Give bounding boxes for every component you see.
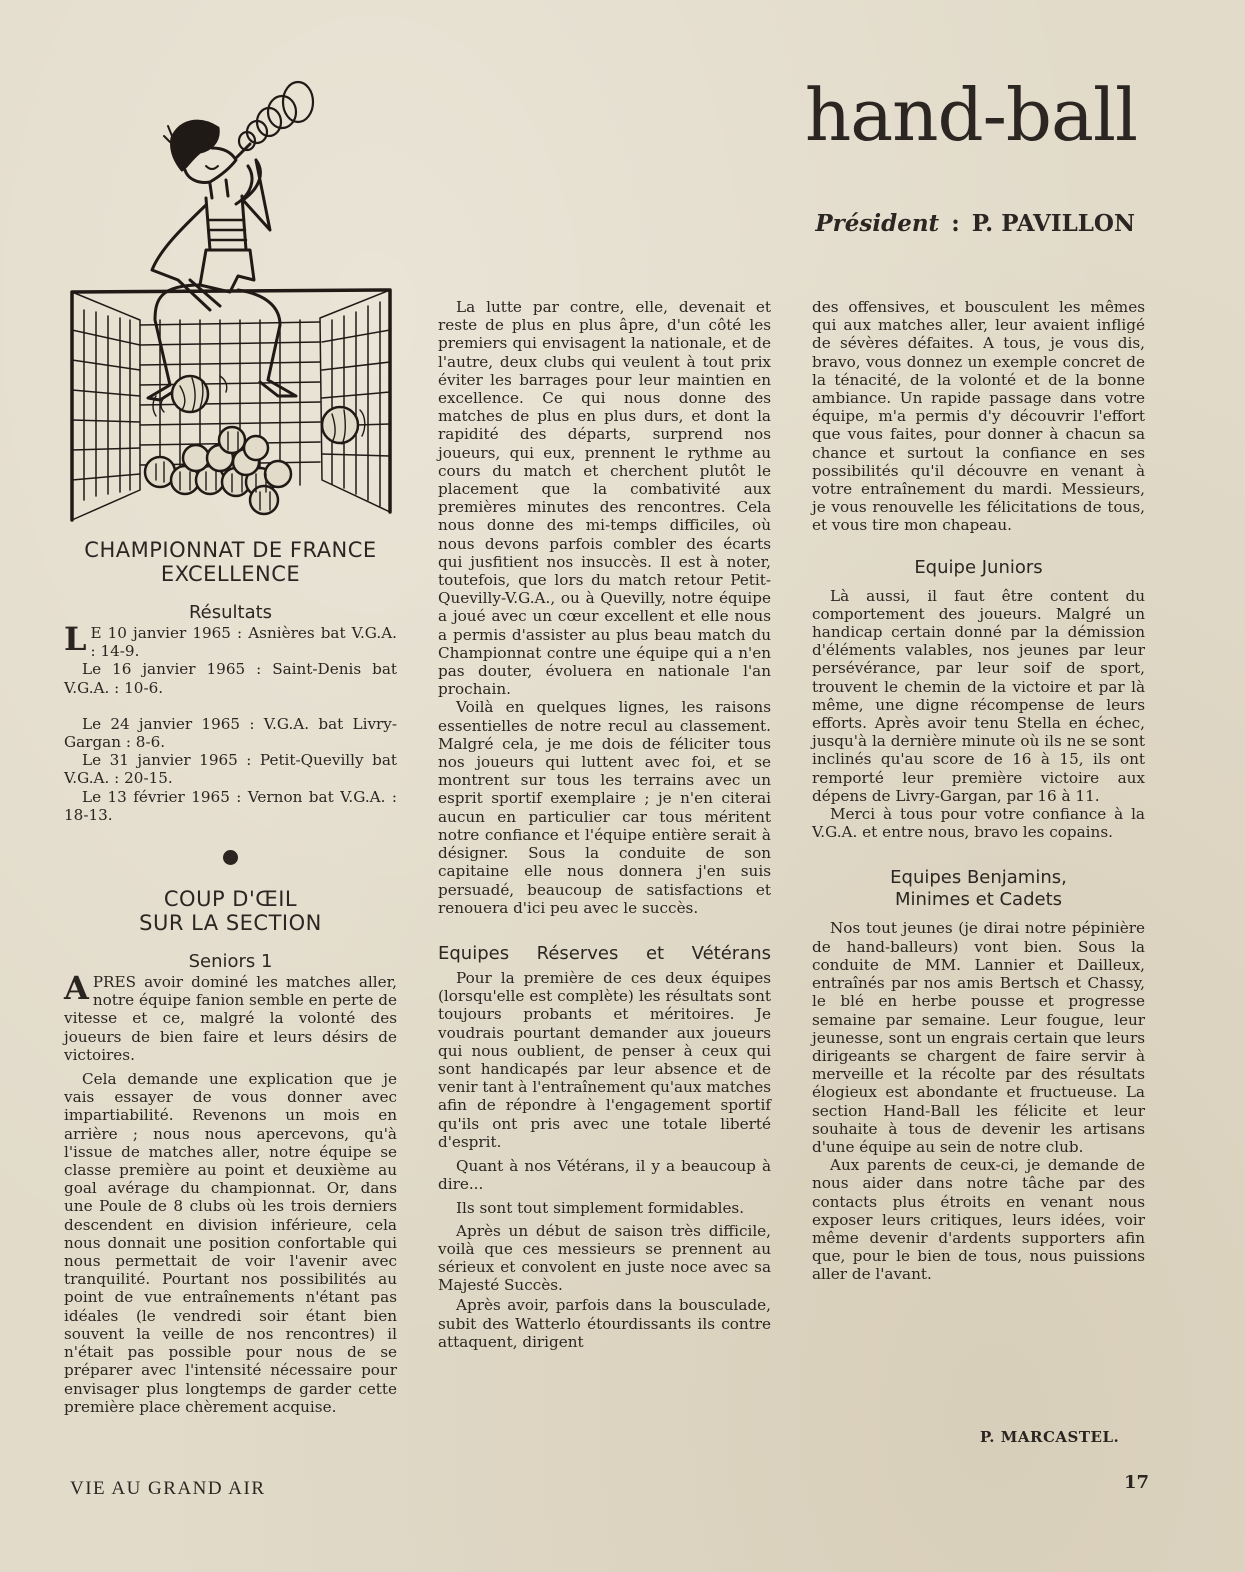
president-label: Président (815, 210, 940, 237)
reserves-paragraph: Après un début de saison très difficile, voilà que ces messieurs se prennent au sérieux et convolent en juste noce avec sa Majesté Succès. (438, 1221, 771, 1295)
results-list (64, 620, 397, 824)
reserves-paragraph: Ils sont tout simplement formidables. (456, 1199, 745, 1218)
page-number: 17 (1123, 1472, 1149, 1493)
president-separator: : (951, 210, 960, 237)
result-item (64, 620, 397, 661)
benjamins-paragraph: Nos tout jeunes (je dirai notre pépinière de hand-balleurs) vont bien. Sous la conduite de MM. Lannier et Dailleux, entraînés par nos amis Bertsch et Chassy, le blé en herbe pousse et progresse semaine par semaine. Leur fougue, leur jeunesse, sont un engrais certain que leurs dirigeants se chargent de faire servir à merveille et la récolte par des résultats élogieux est abondante et fructueuse. La section Hand-Ball les félicite et leur souhaite à tous de devenir les artisans d'une équipe au sein de notre club. (812, 919, 1145, 1156)
striped-shirt-icon (206, 196, 246, 250)
juniors-heading: Equipe Juniors (914, 556, 1043, 578)
paragraph-text: PRES avoir dominé les matches aller, notre équipe fanion semble en perte de vitesse et ce, malgré la volonté des joueurs de bien faire et leurs désirs de victoires. (64, 973, 397, 1064)
goalkeeper-illustration (60, 80, 430, 530)
column-1 (64, 538, 397, 1416)
reserves-heading: Equipes Réserves et Vétérans (438, 942, 771, 964)
result-item: Le 31 janvier 1965 : Petit-Quevilly bat V.G.A. : 20-15. (64, 751, 397, 788)
benjamins-heading (812, 867, 1145, 911)
result-item: Le 16 janvier 1965 : Saint-Denis bat V.G.A. : 10-6. (64, 660, 397, 697)
page-title: hand-ball (804, 73, 1137, 157)
seniors-paragraph (64, 969, 397, 1064)
president-line (815, 210, 1135, 237)
section-heading-line1: COUP D'ŒIL (163, 887, 298, 912)
juniors-paragraph: Là aussi, il faut être content du comportement des joueurs. Malgré un handicap certain donné par la démission d'éléments valables, nos jeunes par leur persévérance, par leur soif de sport, trouvent le chemin de la victoire et par là même, une digne récompense de leurs efforts. Après avoir tenu Stella en échec, jusqu'à la dernière minute où ils ne se sont inclinés qu'au score de 16 à 15, ils ont remporté leur première victoire aux dépens de Livry-Gargan, par 16 à 11. (812, 586, 1145, 805)
publication-name: VIE AU GRAND AIR (70, 1478, 266, 1499)
reserves-paragraph: Après avoir, parfois dans la bousculade, subit des Watterlo étourdissants ils contre attaquent, dirigent (438, 1296, 771, 1351)
seniors-paragraph: La lutte par contre, elle, devenait et reste de plus en plus âpre, d'un côté les premiers qui envisagent la nationale, et de l'autre, deux clubs qui veulent à tout prix éviter les barrages pour leur maintien en excellence. Ce qui nous donne des matches de plus en plus durs, et dont la rapidité des départs, surprend nos joueurs, qui eux, prennent le rythme au cours du match et cherchent plutôt le placement que la combativité aux premières minutes des rencontres. Cela nous donne des mi-temps difficiles, où nous devons parfois combler des écarts qui jusfitient nos insuccès. Il est à noter, toutefois, que lors du match retour Petit-Quevilly-V.G.A., ou à Quevilly, notre équipe a joué avec un cœur excellent et elle nous a permis d'assister au plus beau match du Championnat contre une équipe qui a n'en pas douter, évoluera en nationale l'an prochain. (438, 298, 771, 699)
benjamins-paragraph: Aux parents de ceux-ci, je demande de nous aider dans notre tâche par des contacts plus étroits en venant nous exposer leurs critiques, leurs idées, voir même devenir d'ardents supporters afin que, pour le bien de tous, nous puissions aller de l'avant. (812, 1156, 1145, 1284)
championnat-heading (64, 538, 397, 586)
result-text: E 10 janvier 1965 : Asnières bat V.G.A. : 14-9. (90, 624, 397, 661)
championnat-heading-line1: CHAMPIONNAT DE FRANCE (84, 538, 377, 562)
section-bullet-icon (223, 850, 238, 865)
seniors-paragraph: Voilà en quelques lignes, les raisons essentielles de notre recul au classement. Malgré cela, je me dois de féliciter tous nos joueurs qui luttent avec foi, et se montrent sur tous les terrains avec un esprit sportif exemplaire ; je n'en citerai aucun en particulier car tous méritent notre confiance et l'équipe entière serait à désigner. Sous la conduite de son capitaine elle nous donnera j'en suis persuadé, beaucoup de satisfactions et renouera d'ici peu avec le succès. (438, 698, 771, 917)
benjamins-heading-line1: Equipes Benjamins, (890, 867, 1067, 889)
seniors-paragraph: Cela demande une explication que je vais essayer de vous donner avec impartiabilité. Revenons un mois en arrière ; nous nous apercevons, qu'à l'issue de matches aller, notre équipe se classe première au point et deuxième au goal avérage du championnat. Or, dans une Poule de 8 clubs où les trois derniers descendent en division inférieure, cela nous donnait une position confortable qui nous permettait de voir l'avenir avec tranquilité. Pourtant nos possibilités au point de vue entraînements n'étant pas idéales (le vendredi soir étant bien souvent la veille de nos rencontres) il n'était pas possible pour nous de se préparer avec l'intensité nécessaire pour envisager plus longtemps de garder cette première place chèrement acquise. (64, 1070, 397, 1416)
championnat-heading-line2: EXCELLENCE (160, 562, 301, 586)
dropcap: L (64, 620, 87, 658)
result-item: Le 13 février 1965 : Vernon bat V.G.A. : 18-13. (64, 787, 397, 824)
reserves-paragraph: Quant à nos Vétérans, il y a beaucoup à dire... (438, 1156, 771, 1194)
reserves-paragraph: Pour la première de ces deux équipes (lorsqu'elle est complète) les résultats sont toujours probants et méritoires. Je voudrais pourtant demander aux joueurs qui nous oublient, de penser à ceux qui sont handicapés par leur absence et de venir tant à l'entraînement qu'aux matches afin de répondre à l'engagement sportif qu'ils ont pris avec une totale liberté d'esprit. (438, 968, 771, 1151)
section-heading (64, 887, 397, 935)
author-signature: P. MARCASTEL. (980, 1428, 1120, 1446)
benjamins-heading-line2: Minimes et Cadets (894, 889, 1063, 911)
column-2 (438, 298, 771, 1351)
reserves-paragraph-continued: des offensives, et bousculent les mêmes qui aux matches aller, leur avaient infligé de sévères défaites. A tous, je vous dis, bravo, vous donnez un exemple concret de la ténacité, de la volonté et de la bonne ambiance. Un rapide passage dans votre équipe, m'a permis d'y découvrir l'effort que vous faites, pour donner à chacun sa chance et surtout la confiance en ses possibilités qu'il découvre en venant à votre entraînement du mardi. Messieurs, je vous renouvelle les félicitations de tous, et vous tire mon chapeau. (812, 298, 1145, 535)
result-item: Le 24 janvier 1965 : V.G.A. bat Livry-Gargan : 8-6. (64, 714, 397, 752)
dropcap: A (64, 969, 89, 1008)
column-3 (812, 298, 1145, 1284)
results-heading: Résultats (188, 602, 273, 623)
section-heading-line2: SUR LA SECTION (139, 911, 322, 936)
smoke-rings-icon (239, 82, 313, 150)
president-name: P. PAVILLON (971, 210, 1135, 237)
seniors-heading: Seniors 1 (188, 951, 273, 973)
hair-icon (171, 121, 218, 170)
juniors-paragraph: Merci à tous pour votre confiance à la V.G.A. et entre nous, bravo les copains. (812, 805, 1145, 842)
